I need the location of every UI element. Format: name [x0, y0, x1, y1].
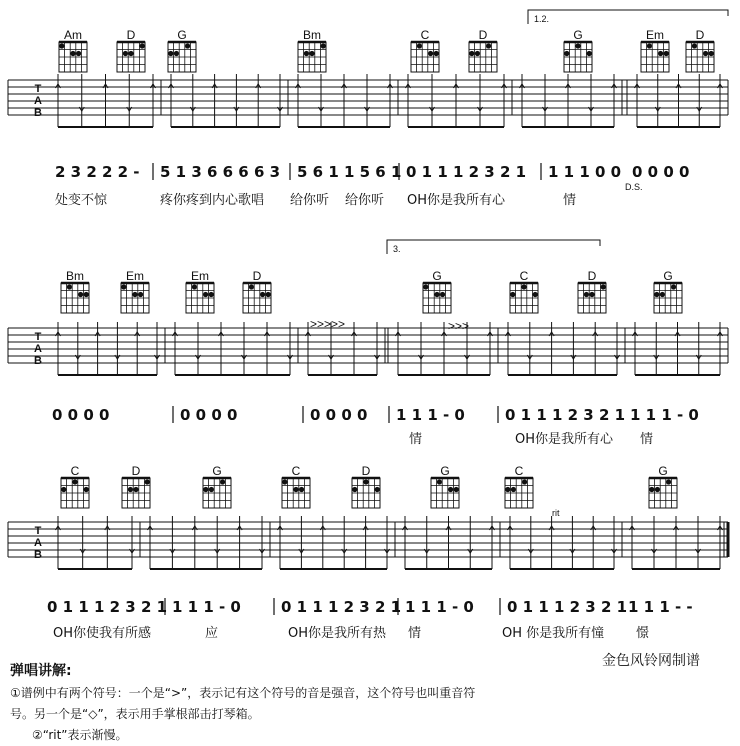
chord-finger-dot — [584, 292, 589, 297]
chord-finger-dot — [448, 487, 453, 492]
chord-finger-dot — [249, 284, 254, 289]
chord-finger-dot — [533, 292, 538, 297]
chord-name: D — [587, 269, 597, 283]
chord-diagram — [298, 28, 326, 72]
chord-name: G — [212, 464, 222, 478]
chord-finger-dot — [671, 284, 676, 289]
chord-diagram — [505, 464, 533, 508]
chord-finger-dot — [192, 284, 197, 289]
chord-finger-dot — [128, 487, 133, 492]
chord-diagram — [168, 28, 196, 72]
chord-finger-dot — [469, 51, 474, 56]
chord-finger-dot — [647, 43, 652, 48]
tab-clef-letter: T — [34, 331, 42, 343]
chord-name: Em — [191, 269, 209, 283]
volta-bracket — [387, 240, 600, 254]
chord-finger-dot — [61, 487, 66, 492]
chord-finger-dot — [133, 487, 138, 492]
note-line-1: ①谱例中有两个符号：一个是“>”，表示记有这个符号的音是强音，这个符号也叫重音符 — [10, 686, 476, 700]
chord-name: Bm — [303, 28, 321, 42]
chord-diagram — [411, 28, 439, 72]
jianpu-measure: 0 1 1 1 2 3 2 1 — [406, 163, 527, 181]
chord-finger-dot — [352, 487, 357, 492]
chord-finger-dot — [59, 43, 64, 48]
volta-label: 3. — [393, 244, 401, 254]
chord-finger-dot — [649, 487, 654, 492]
chord-finger-dot — [664, 51, 669, 56]
chord-finger-dot — [601, 284, 606, 289]
chord-finger-dot — [138, 292, 143, 297]
chord-diagram — [578, 269, 606, 313]
chord-finger-dot — [140, 43, 145, 48]
chord-diagram — [243, 269, 271, 313]
jianpu-measure: 0 0 0 0 — [310, 406, 368, 424]
chord-finger-dot — [658, 51, 663, 56]
chord-name: D — [252, 269, 262, 283]
chord-finger-dot — [522, 479, 527, 484]
jianpu-measure: 1 1 1 - - — [628, 598, 693, 616]
jianpu-measure: 1 1 1 - 0 — [172, 598, 241, 616]
chord-diagram — [649, 464, 677, 508]
chord-diagram — [469, 28, 497, 72]
chord-name: Bm — [66, 269, 84, 283]
chord-name: D — [131, 464, 141, 478]
chord-finger-dot — [434, 51, 439, 56]
jianpu-measure: 2 3 2 2 2 - — [55, 163, 140, 181]
chord-finger-dot — [168, 51, 173, 56]
jianpu-measure: 0 1 1 1 2 3 2 1 — [47, 598, 168, 616]
ds-marking: D.S. — [625, 182, 643, 192]
tab-clef-letter: B — [34, 549, 42, 561]
volta-brackets — [387, 10, 728, 254]
lyric-phrase: 情 — [563, 193, 577, 208]
chord-finger-dot — [505, 487, 510, 492]
lyric-phrase: OH你是我所有心 — [407, 193, 506, 208]
chord-diagram — [423, 269, 451, 313]
chord-finger-dot — [293, 487, 298, 492]
chord-diagram — [203, 464, 231, 508]
chord-name: G — [663, 269, 673, 283]
chord-finger-dot — [654, 292, 659, 297]
chord-finger-dot — [511, 487, 516, 492]
lyric-phrase: OH你是我所有热 — [288, 626, 387, 641]
chord-finger-dot — [128, 51, 133, 56]
chord-finger-dot — [440, 292, 445, 297]
chord-name: D — [478, 28, 488, 42]
lyric-phrase: OH你是我所有心 — [515, 432, 614, 447]
chord-finger-dot — [78, 292, 83, 297]
jianpu-measure: 0 1 1 1 2 3 2 1 — [281, 598, 402, 616]
chord-finger-dot — [209, 292, 214, 297]
chord-name: G — [432, 269, 442, 283]
chord-diagram — [186, 269, 214, 313]
chord-finger-dot — [72, 479, 77, 484]
chord-finger-dot — [84, 487, 89, 492]
chord-name: C — [420, 28, 430, 42]
chord-finger-dot — [475, 51, 480, 56]
chord-name: Em — [646, 28, 664, 42]
chord-diagram — [121, 269, 149, 313]
tab-clef-letter: A — [34, 343, 42, 355]
chord-finger-dot — [521, 284, 526, 289]
jianpu-measure: 5 1 3 6 6 6 6 3 — [160, 163, 281, 181]
chord-finger-dot — [417, 43, 422, 48]
chord-name: Em — [126, 269, 144, 283]
chord-finger-dot — [70, 51, 75, 56]
tab-clef-letter: A — [34, 537, 42, 549]
chord-finger-dot — [423, 284, 428, 289]
jianpu-measure: 1 1 1 0 0 — [548, 163, 622, 181]
jianpu-measure: 0 1 1 1 2 3 2 1 — [505, 406, 626, 424]
chord-finger-dot — [132, 292, 137, 297]
chord-name: G — [658, 464, 668, 478]
chord-diagram — [282, 464, 310, 508]
chord-finger-dot — [84, 292, 89, 297]
lyric-phrase: OH你使我有所感 — [53, 626, 152, 641]
jianpu-measure: 1 1 1 - 0 — [630, 406, 699, 424]
tab-clef-letter: T — [34, 525, 42, 537]
chord-finger-dot — [428, 51, 433, 56]
lyric-phrase: 给你听 — [345, 193, 385, 208]
chord-finger-dot — [655, 487, 660, 492]
chord-finger-dot — [375, 487, 380, 492]
chord-diagram — [510, 269, 538, 313]
tab-clef-letter: B — [34, 107, 42, 119]
chord-finger-dot — [564, 51, 569, 56]
volta-bracket — [528, 10, 728, 24]
chord-name: C — [291, 464, 301, 478]
note-line-3: ②“rit”表示渐慢。 — [32, 728, 128, 742]
jianpu-numbers — [47, 163, 699, 616]
chord-name: D — [126, 28, 136, 42]
tab-clef-letter: T — [34, 83, 42, 95]
chord-finger-dot — [709, 51, 714, 56]
tab-clef-letter: B — [34, 355, 42, 367]
chord-finger-dot — [260, 292, 265, 297]
lyric-phrase: 疼你疼到内心歌唱 — [160, 193, 265, 208]
chord-finger-dot — [145, 479, 150, 484]
chord-finger-dot — [692, 43, 697, 48]
chord-finger-dot — [299, 487, 304, 492]
jianpu-measure: 0 0 0 0 — [52, 406, 110, 424]
chord-finger-dot — [266, 292, 271, 297]
jianpu-measure: 0 1 1 1 2 3 2 1 — [507, 598, 628, 616]
chord-finger-dot — [575, 43, 580, 48]
jianpu-measure: 0 0 0 0 — [180, 406, 238, 424]
chord-name: G — [177, 28, 187, 42]
chord-name: G — [573, 28, 583, 42]
chord-finger-dot — [282, 479, 287, 484]
chord-diagram — [59, 28, 87, 72]
chord-name: Am — [64, 28, 82, 42]
lyric-phrase: 情 — [408, 626, 422, 641]
jianpu-measure: 1 1 1 - 0 — [396, 406, 465, 424]
chord-diagram — [61, 269, 89, 313]
chord-finger-dot — [123, 51, 128, 56]
chord-finger-dot — [589, 292, 594, 297]
chord-finger-dot — [703, 51, 708, 56]
volta-label: 1.2. — [534, 14, 550, 24]
lyric-phrase: 情 — [409, 432, 423, 447]
tab-staff — [8, 516, 728, 569]
chord-diagram — [641, 28, 669, 72]
chord-finger-dot — [660, 292, 665, 297]
lyric-phrase: 应 — [205, 626, 219, 641]
jianpu-measure: 1 1 1 - 0 — [405, 598, 474, 616]
chord-diagram — [117, 28, 145, 72]
chord-finger-dot — [437, 479, 442, 484]
jianpu-measure: 0 0 0 0 — [632, 163, 690, 181]
credit-text: 金色风铃网制谱 — [602, 653, 700, 669]
chord-finger-dot — [363, 479, 368, 484]
accent-marks: >>>>> — [310, 317, 346, 331]
chord-diagram — [654, 269, 682, 313]
chord-diagram — [686, 28, 714, 72]
lyric-phrase: 憬 — [636, 626, 650, 641]
chord-diagram — [122, 464, 150, 508]
chord-finger-dot — [174, 51, 179, 56]
lyric-phrase: 情 — [640, 432, 654, 447]
chord-diagram — [431, 464, 459, 508]
chord-finger-dot — [510, 292, 515, 297]
chord-finger-dot — [304, 51, 309, 56]
rit-marking: rit — [552, 508, 560, 518]
lyric-phrase: 给你听 — [290, 193, 330, 208]
tab-clef-letter: A — [34, 95, 42, 107]
chord-diagrams — [59, 28, 714, 508]
tab-staves — [8, 74, 728, 569]
chord-finger-dot — [666, 479, 671, 484]
chord-finger-dot — [185, 43, 190, 48]
chord-finger-dot — [203, 292, 208, 297]
chord-finger-dot — [220, 479, 225, 484]
chord-name: C — [70, 464, 80, 478]
explanation-notes — [10, 660, 735, 746]
tab-staff — [8, 74, 728, 127]
chord-finger-dot — [121, 284, 126, 289]
chord-name: D — [695, 28, 705, 42]
jianpu-measure: 5 6 1 1 5 6 1 — [297, 163, 402, 181]
chord-diagram — [352, 464, 380, 508]
chord-finger-dot — [454, 487, 459, 492]
chord-finger-dot — [486, 43, 491, 48]
note-line-2: 号。另一个是“◇”，表示用手掌根部击打琴箱。 — [10, 707, 260, 721]
chord-diagram — [564, 28, 592, 72]
tab-staff — [8, 322, 728, 375]
chord-finger-dot — [203, 487, 208, 492]
chord-finger-dot — [587, 51, 592, 56]
chord-finger-dot — [321, 43, 326, 48]
chord-finger-dot — [309, 51, 314, 56]
chord-finger-dot — [434, 292, 439, 297]
chord-finger-dot — [67, 284, 72, 289]
chord-finger-dot — [209, 487, 214, 492]
chord-name: C — [514, 464, 524, 478]
accent-marks: >>> — [448, 319, 470, 333]
lyric-phrase: OH 你是我所有憧 — [502, 626, 605, 641]
chord-name: G — [440, 464, 450, 478]
lyric-phrase: 处变不惊 — [55, 193, 108, 208]
chord-diagram — [61, 464, 89, 508]
chord-name: C — [519, 269, 529, 283]
chord-finger-dot — [76, 51, 81, 56]
chord-name: D — [361, 464, 371, 478]
notes-title: 弹唱讲解: — [10, 663, 72, 679]
